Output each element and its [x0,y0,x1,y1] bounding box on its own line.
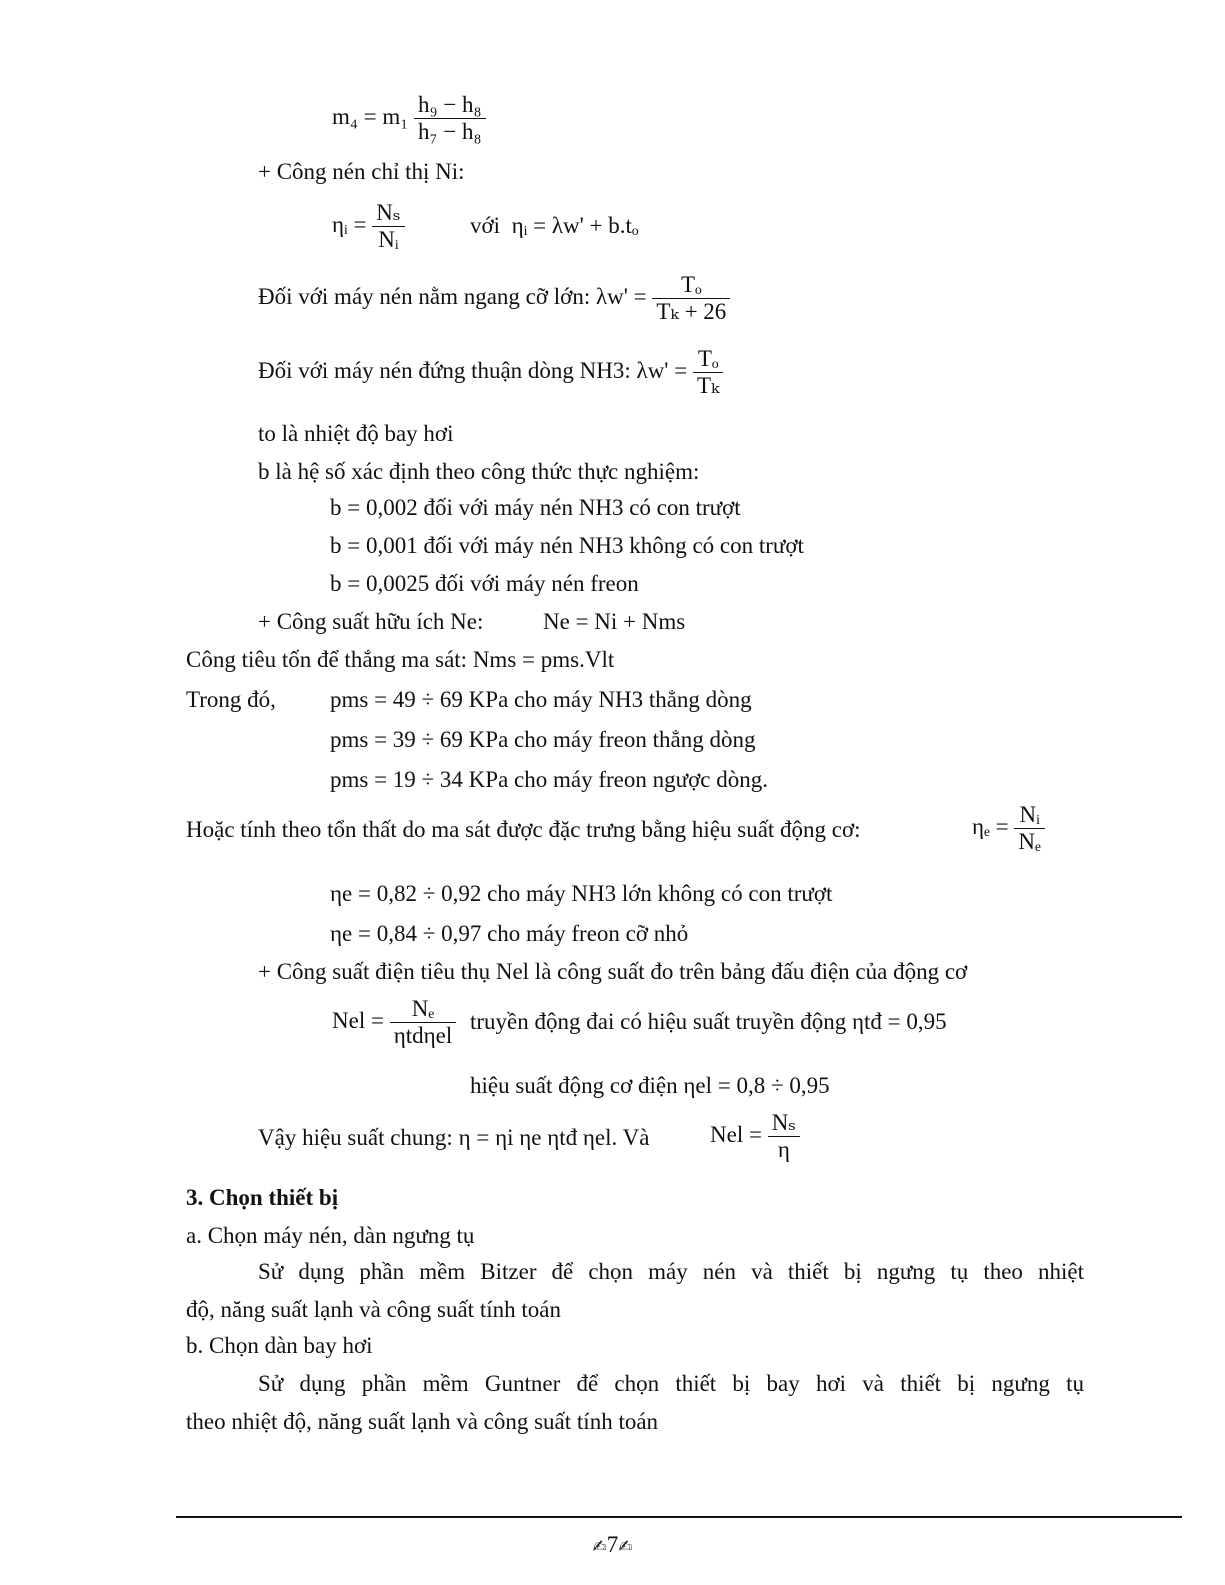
line-cong-nen-chi-thi: + Công nén chỉ thị Ni: [258,159,465,184]
page-footer [0,1532,1225,1558]
subheading-b: b. Chọn dàn bay hơi [186,1333,373,1358]
fraction-denominator: Nₑ [1018,829,1041,854]
formula-lambda-lhs: λw' = [636,357,688,383]
fraction-numerator: Tₒ [652,272,730,299]
line-p1: pms = 49 ÷ 69 KPa cho máy NH3 thẳng dòng [330,687,752,712]
formula-nel [332,996,456,1049]
fraction-numerator: Nₛ [372,200,404,227]
line-b3: b = 0,0025 đối với máy nén freon [330,571,639,596]
fraction-eta-e [1014,802,1045,855]
line-eta-e2: ηe = 0,84 ÷ 0,97 cho máy freon cỡ nhỏ [330,921,689,946]
fraction-numerator: Tₒ [693,346,723,373]
formula-nel-2 [710,1110,800,1163]
fraction-numerator: h₉ − h₈ [414,92,486,119]
formula-m4-lhs: m₄ = m₁ [332,103,409,129]
line-hieu-suat-dong-co: hiệu suất động cơ điện ηel = 0,8 ÷ 0,95 [470,1073,830,1098]
fraction-denominator: ηtdηel [393,1023,453,1048]
subheading-a: a. Chọn máy nén, dàn ngưng tụ [186,1223,475,1248]
footer-rule [176,1516,1182,1518]
fraction-m4 [414,92,486,145]
fraction-numerator: Nᵢ [1014,802,1045,829]
fraction-lambda-1 [652,272,730,325]
text-doi-voi-ngang: Đối với máy nén nằm ngang cỡ lớn: [258,283,591,309]
formula-eta-e-lhs: ηₑ = [972,813,1009,839]
line-b1: b = 0,002 đối với máy nén NH3 có con trượt [330,495,741,520]
line-trong-do: Trong đó, [186,687,276,712]
line-vay: Vậy hiệu suất chung: η = ηi ηe ηtđ ηel. Và [258,1125,650,1150]
fraction-denominator: Tₖ [696,373,720,398]
line-eta-e1: ηe = 0,82 ÷ 0,92 cho máy NH3 lớn không có con trượt [330,881,833,906]
fraction-denominator: Tₖ + 26 [656,299,727,324]
paragraph-b-line2: theo nhiệt độ, năng suất lạnh và công suất tính toán [186,1409,659,1434]
formula-eta-i-lhs: ηᵢ = [332,211,367,237]
fraction-lambda-2 [693,346,723,399]
paragraph-b-line1: Sử dụng phần mềm Guntner để chọn thiết bị bay hơi và thiết bị ngưng tụ [258,1371,1084,1396]
line-p2: pms = 39 ÷ 69 KPa cho máy freon thẳng dòng [330,727,756,752]
line-truyen-dong: truyền động đai có hiệu suất truyền động ηtđ = 0,95 [470,1009,947,1034]
line-to: to là nhiệt độ bay hơi [258,421,454,446]
formula-lambda-lhs: λw' = [595,283,647,309]
line-b-def: b là hệ số xác định theo công thức thực nghiệm: [258,459,700,484]
fraction-nel-2 [768,1110,800,1163]
formula-eta-i-rhs [470,212,638,240]
fraction-nel [390,996,457,1049]
formula-nel2-lhs: Nel = [710,1121,762,1147]
formula-lambda-vertical [258,346,723,399]
text-voi: với [470,213,501,238]
line-b2: b = 0,001 đối với máy nén NH3 không có con trượt [330,533,804,558]
line-nms: Công tiêu tốn để thắng ma sát: Nms = pms.Vlt [186,647,615,672]
fraction-numerator: Nₑ [390,996,457,1023]
text-doi-voi-dung: Đối với máy nén đứng thuận dòng NH3: [258,357,631,383]
formula-m4 [332,92,486,145]
fraction-denominator: h₇ − h₈ [418,119,482,144]
formula-ne: Ne = Ni + Nms [543,609,686,634]
page-number: 7 [606,1532,619,1557]
fraction-numerator: Nₛ [768,1110,800,1137]
formula-nel-lhs: Nel = [332,1007,384,1033]
formula-eta-i-def: ηᵢ = λw' + b.tₒ [511,213,639,238]
paragraph-a-line2: độ, năng suất lạnh và công suất tính toán [186,1297,561,1322]
section-heading-3: 3. Chọn thiết bị [186,1185,339,1210]
paragraph-a-line1: Sử dụng phần mềm Bitzer để chọn máy nén và thiết bị ngưng tụ theo nhiệt [258,1259,1084,1284]
fraction-denominator: η [777,1137,790,1162]
line-ne: + Công suất hữu ích Ne: [258,609,484,634]
formula-eta-e [972,802,1045,855]
line-nel: + Công suất điện tiêu thụ Nel là công suất đo trên bảng đấu điện của động cơ [258,959,968,984]
fraction-eta-i [372,200,404,253]
formula-lambda-horizontal [258,272,730,325]
ornament-right-icon: ✍ [618,1537,633,1557]
fraction-denominator: Nᵢ [378,227,399,252]
formula-eta-i [332,200,405,253]
line-hoac: Hoặc tính theo tổn thất do ma sát được đặc trưng bằng hiệu suất động cơ: [186,817,861,842]
ornament-left-icon: ✍ [592,1537,607,1557]
line-p3: pms = 19 ÷ 34 KPa cho máy freon ngược dòng. [330,767,768,792]
